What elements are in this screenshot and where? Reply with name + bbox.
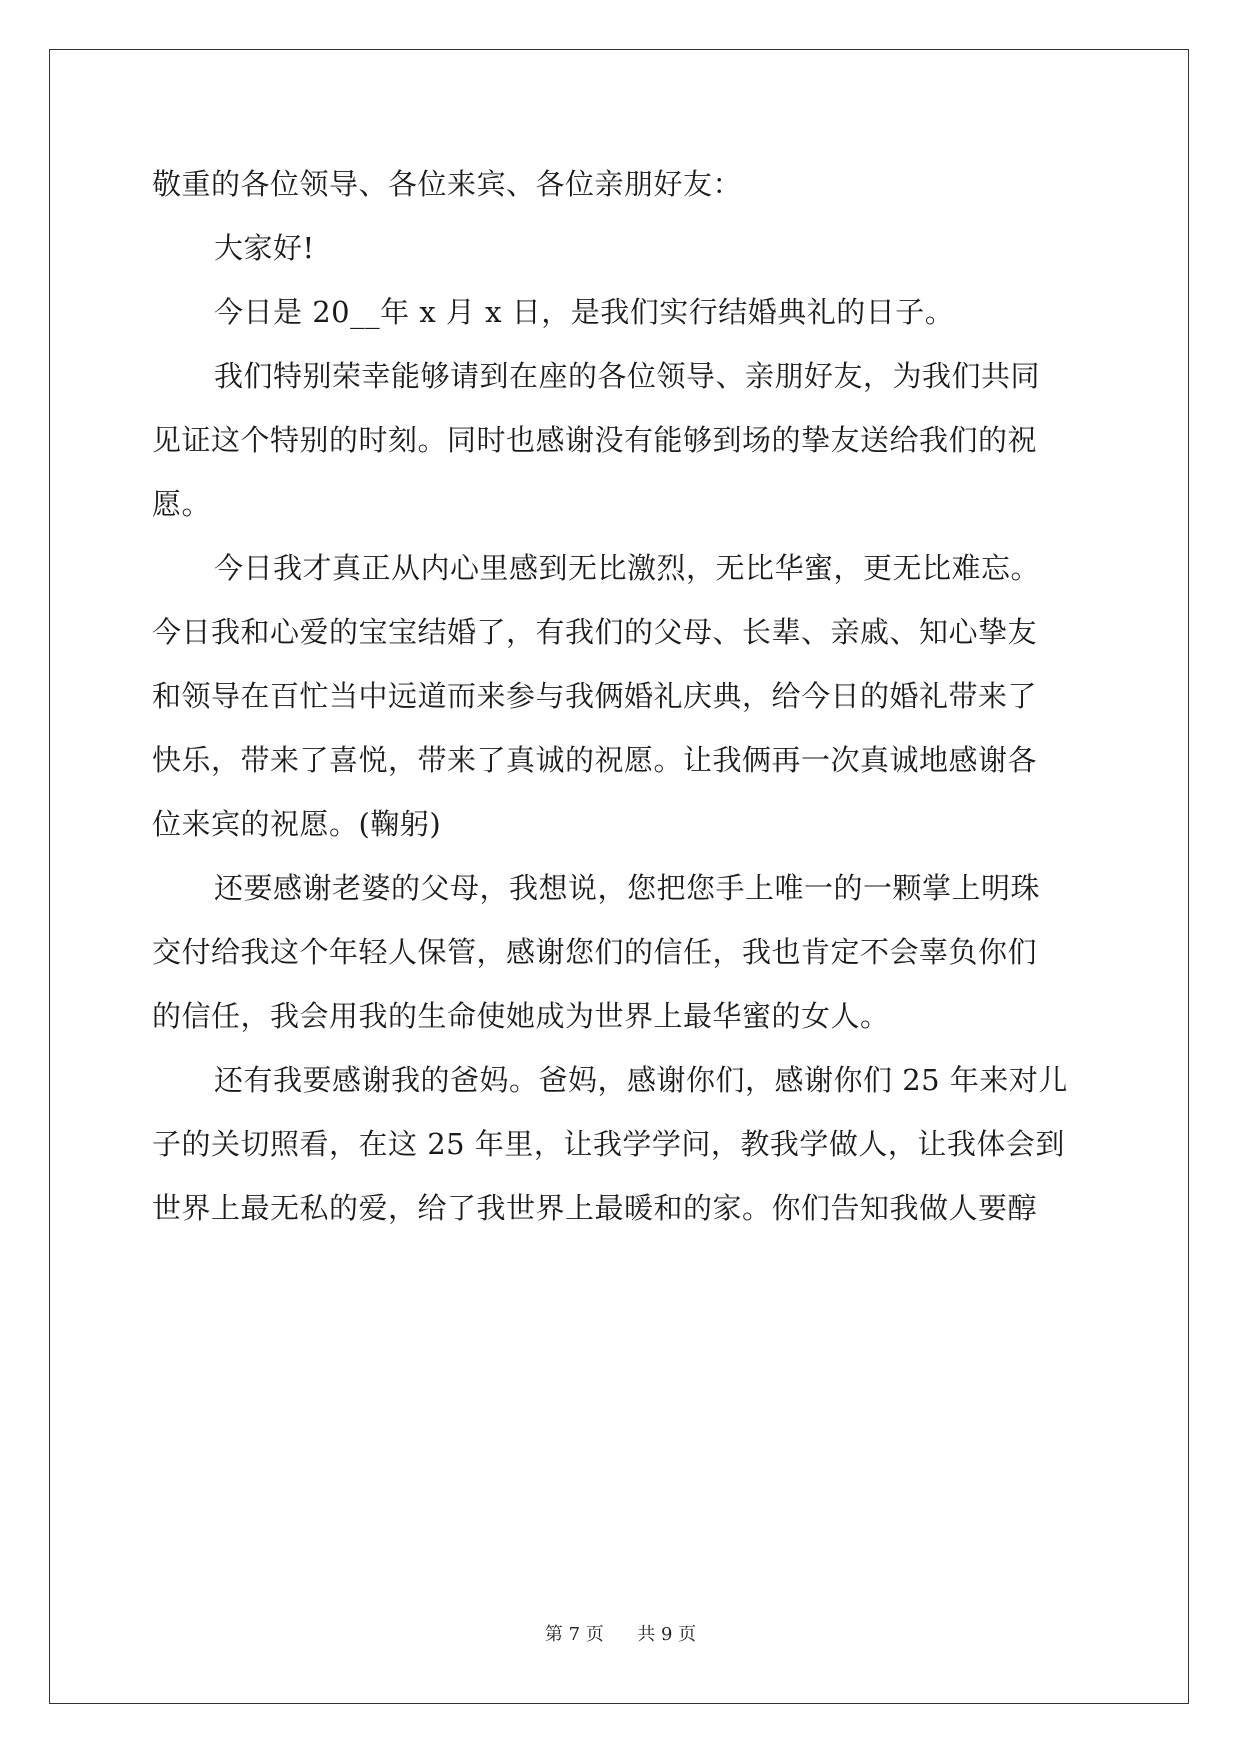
text-line: 世界上最无私的爱，给了我世界上最暖和的家。你们告知我做人要醇 — [152, 1191, 1038, 1225]
text-line: 愿。 — [152, 487, 212, 521]
text-line: 今日我才真正从内心里感到无比激烈，无比华蜜，更无比难忘。 — [214, 551, 1041, 585]
text-line: 今日是 20__年 x 月 x 日，是我们实行结婚典礼的日子。 — [214, 295, 955, 329]
text-line: 我们特别荣幸能够请到在座的各位领导、亲朋好友，为我们共同 — [214, 359, 1041, 393]
text-line: 见证这个特别的时刻。同时也感谢没有能够到场的挚友送给我们的祝 — [152, 423, 1038, 457]
text-line: 子的关切照看，在这 25 年里，让我学学问，教我学做人，让我体会到 — [152, 1127, 1065, 1161]
text-line: 交付给我这个年轻人保管，感谢您们的信任，我也肯定不会辜负你们 — [152, 935, 1038, 969]
text-line: 大家好! — [214, 231, 315, 265]
page-total: 共 9 页 — [637, 1624, 697, 1645]
text-line: 敬重的各位领导、各位来宾、各位亲朋好友： — [152, 167, 743, 201]
text-line: 和领导在百忙当中远道而来参与我俩婚礼庆典，给今日的婚礼带来了 — [152, 679, 1038, 713]
page-footer — [0, 1620, 1241, 1646]
text-line: 今日我和心爱的宝宝结婚了，有我们的父母、长辈、亲戚、知心挚友 — [152, 615, 1038, 649]
text-line: 的信任，我会用我的生命使她成为世界上最华蜜的女人。 — [152, 999, 890, 1033]
text-line: 位来宾的祝愿。(鞠躬) — [152, 807, 442, 841]
text-line: 还要感谢老婆的父母，我想说，您把您手上唯一的一颗掌上明珠 — [214, 871, 1041, 905]
text-line: 快乐，带来了喜悦，带来了真诚的祝愿。让我俩再一次真诚地感谢各 — [152, 743, 1038, 777]
page-number: 第 7 页 — [544, 1624, 604, 1645]
text-line: 还有我要感谢我的爸妈。爸妈，感谢你们，感谢你们 25 年来对儿 — [214, 1063, 1068, 1097]
document-body — [152, 160, 1092, 1248]
